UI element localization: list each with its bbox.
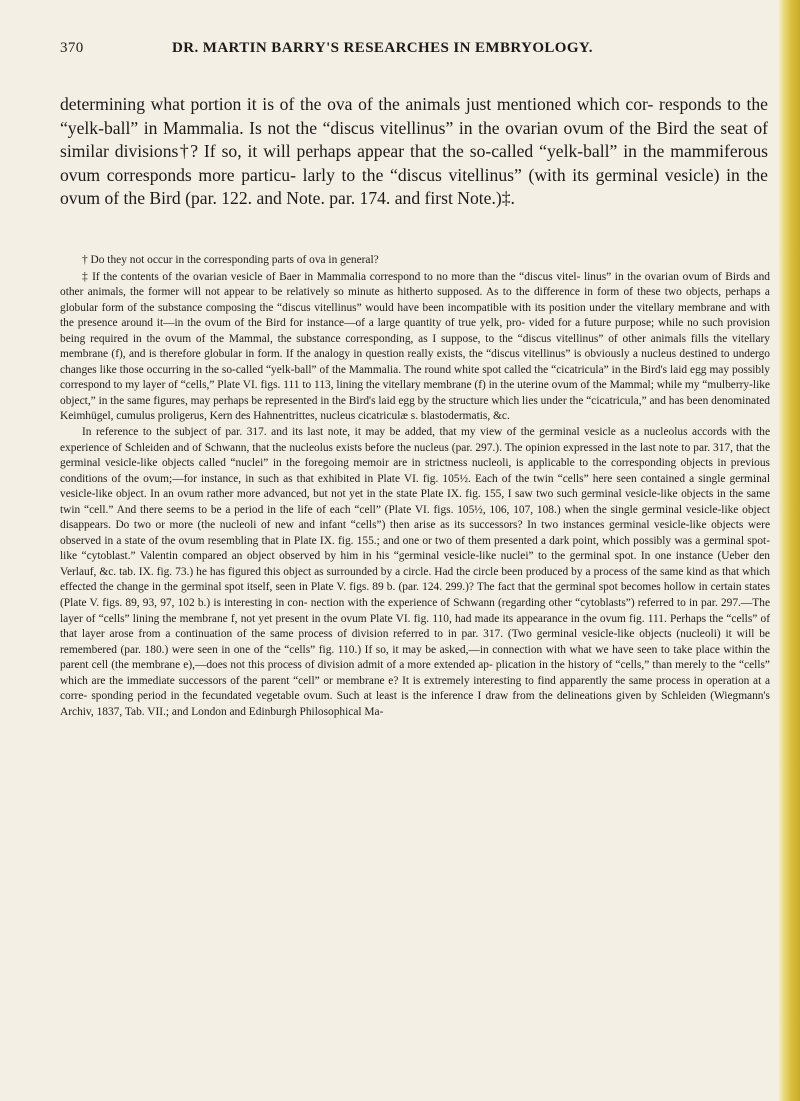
body-line: (par. 122. and Note. par. 174. and first Note.)‡. bbox=[185, 188, 515, 209]
footnotes bbox=[60, 253, 770, 720]
running-head-title: DR. MARTIN BARRY'S RESEARCHES IN EMBRYOLOGY. bbox=[172, 40, 593, 56]
footnote-continuation: In reference to the subject of par. 317. and its last note, it may be added, that my view of the germinal vesicle as a nucleolus accords with the experience of Schleiden and of Schwann, that the nucleolus exists before the nucleus (par. 297.). The opinion expressed in the last note to par. 317, that the germinal vesicle-like objects called “nuclei” in the foregoing memoir are in strictness nucleoli, is applicable to the corresponding objects in previous conditions of the ovum;—for instance, in such as that exhibited in Plate VI. fig. 105½. Each of the twin “cells” here seen contained a single germinal vesicle-like object. In an ovum rather more advanced, but not yet in the state Plate IX. fig. 155, I saw two such germinal vesicle-like objects in the same twin “cell.” And there seems to be a period in the life of each “cell” (Plate VI. figs. 105½, 106, 107, 108.) when the single germinal vesicle-like object disappears. Do two or more (the nucleoli of new and infant “cells”) then arise as its successors? In two instances germinal vesicle-like objects were observed in a state of the ovum resembling that in Plate IX. fig. 155.; and one or two of them presented a dark point, which possibly was a germinal spot-like “cytoblast.” Valentin compared an object observed by him in his “germinal vesicle-like nuclei” to the germinal spot. In one instance (Ueber den Verlauf, &c. tab. IX. fig. 73.) he has figured this object as surrounded by a circle. Had the circle been produced by a process of the same kind as that which effected the change in the germinal spot itself, seen in Plate V. figs. 89 b. (par. 124. 299.)? The fact that the germinal spot becomes hollow in certain states (Plate V. figs. 89, 93, 97, 102 b.) is interesting in con- nection with the experience of Schwann (regarding other “cytoblasts”) referred to in par. 297.—The layer of “cells” lining the membrane f, not yet present in the ovum Plate VI. fig. 110, had made its appearance in the ovum fig. 111. Perhaps the “cells” of that layer arose from a continuation of the same process of division referred to in par. 317. (Two germinal vesicle-like objects (nucleoli) it will be remembered (par. 180.) were seen in one of the “cells” fig. 110.) If so, it may be asked,—in connection with what we have seen to take place within the parent cell (the membrane e),—does not this process of division admit of a more extended ap- plication in the history of “cells,” than merely to the “cells” which are the immediate successors of the parent “cell” or membrane e? It is extremely interesting to find apparently the same process in operation at a corre- sponding period in the fecundated vegetable ovum. Such at least is the inference I draw from the delineations given by Schleiden (Wiegmann's Archiv, 1837, Tab. VII.; and London and Edinburgh Philosophical Ma- bbox=[60, 426, 770, 718]
body-line: responds to the “yelk-ball” in Mammalia. Is not the “discus vitellinus” in the bbox=[60, 94, 768, 138]
body-line: larly to the “discus vitellinus” (with its germinal vesicle) in the ovum of the Bird bbox=[60, 164, 768, 209]
body-line: ovarian ovum of the Bird the seat of similar divisions†? If so, it will perhaps appear bbox=[60, 117, 768, 162]
body-line: that the so-called “yelk-ball” in the mammiferous ovum corresponds more particu- bbox=[60, 141, 768, 185]
body-paragraph bbox=[60, 93, 768, 211]
footnote-double-dagger: ‡ If the contents of the ovarian vesicle of Baer in Mammalia correspond to no more than the “discus vitel- linus” in the ovarian ovum of Birds and other animals, the former will not appear to be relatively so minute as hitherto supposed. As to the difference in form of these two objects, perhaps a globular form of the substance composing the “discus vitellinus” would have been incompatible with its position under the vitellary membrane and with the presence around it—in the ovum of the Bird for instance—of a large quantity of true yelk, pro- vided for a future purpose; while no such provision being required in the ovum of the Mammal, the substance corresponding, as I suppose, to the “discus vitellinus” of other animals fills the vitellary membrane (f), and is therefore globular in form. If the analogy in question really exists, the “discus vitellinus” is obviously a nucleus destined to undergo changes like those occurring in the so-called “yelk-ball” of the Mammalia. The round white spot called the “cicatricula” in the Bird's laid egg may possibly correspond to my layer of “cells,” Plate VI. figs. 111 to 113, lining the vitellary membrane (f) in the uterine ovum of the Mammal; while my “mulberry-like object,” in the same figures, may perhaps be represented in the Bird's laid egg by the structure which lies under the “cicatricula,” and has been denominated Keimhügel, cumulus proligerus, Kern des Hahnentrittes, nucleus cicatriculæ s. blastodermatis, &c. bbox=[60, 270, 770, 423]
page-edge-shading bbox=[778, 0, 800, 1101]
footnote-dagger: † Do they not occur in the corresponding parts of ova in general? bbox=[82, 254, 379, 266]
page-number: 370 bbox=[60, 40, 84, 56]
body-line: determining what portion it is of the ova of the animals just mentioned which cor- bbox=[60, 94, 654, 114]
running-header bbox=[60, 40, 760, 62]
